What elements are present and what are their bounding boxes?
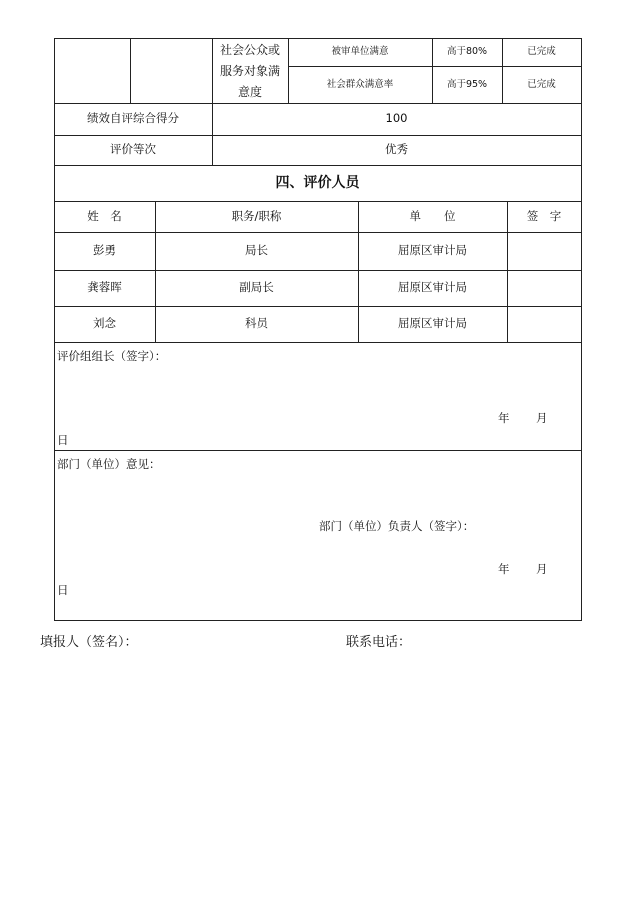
evaluator-header-sign: 签 字: [526, 208, 562, 223]
satisfaction-category-line: 社会公众或: [219, 43, 280, 57]
leader-sign-year: 年: [498, 411, 510, 425]
evaluator-unit: 屈原区审计局: [398, 243, 467, 258]
dept-opinion-month: 月: [536, 562, 548, 576]
grade-label: 评价等次: [110, 142, 156, 157]
evaluator-name: 龚蓉晖: [87, 280, 122, 295]
satisfaction-item-target: 高于80%: [446, 46, 488, 58]
satisfaction-item-status: 已完成: [527, 46, 556, 58]
evaluator-header-title: 职务/职称: [231, 208, 282, 223]
evaluator-name: 彭勇: [93, 243, 116, 258]
leader-sign-label: 评价组组长（签字）：: [57, 349, 167, 363]
evaluator-sign: [507, 306, 581, 342]
satisfaction-category-line: 服务对象满: [219, 64, 280, 78]
score-value: 100: [385, 111, 408, 126]
satisfaction-category-line: 意度: [237, 85, 262, 99]
leader-sign-day: 日: [57, 433, 69, 447]
evaluator-sign: [507, 270, 581, 306]
evaluator-unit: 屈原区审计局: [398, 280, 467, 295]
dept-opinion-label: 部门（单位）意见：: [57, 457, 161, 471]
filler-label: 填报人（签名）：: [40, 635, 138, 650]
grade-value: 优秀: [385, 142, 408, 157]
score-label: 绩效自评综合得分: [87, 111, 179, 126]
evaluator-name: 刘念: [93, 316, 116, 331]
section-title: 四、评价人员: [275, 174, 360, 191]
evaluator-sign: [507, 232, 581, 270]
evaluator-title: 局长: [245, 243, 268, 258]
evaluator-title: 科员: [245, 316, 268, 331]
evaluator-title: 副局长: [239, 280, 274, 295]
dept-responsible-label: 部门（单位）负责人（签字）：: [319, 519, 475, 533]
dept-opinion-year: 年: [498, 562, 510, 576]
satisfaction-item-status: 已完成: [527, 78, 556, 90]
dept-opinion-day: 日: [57, 583, 69, 597]
satisfaction-item-target: 高于95%: [446, 78, 488, 90]
evaluator-unit: 屈原区审计局: [398, 316, 467, 331]
satisfaction-item-name: 被审单位满意: [331, 46, 389, 58]
phone-label: 联系电话：: [346, 635, 412, 650]
satisfaction-category: [212, 40, 288, 103]
evaluator-header-unit: 单 位: [409, 208, 456, 223]
satisfaction-item-name: 社会群众满意率: [326, 78, 394, 90]
leader-sign-month: 月: [536, 411, 548, 425]
evaluator-header-name: 姓 名: [87, 208, 122, 223]
